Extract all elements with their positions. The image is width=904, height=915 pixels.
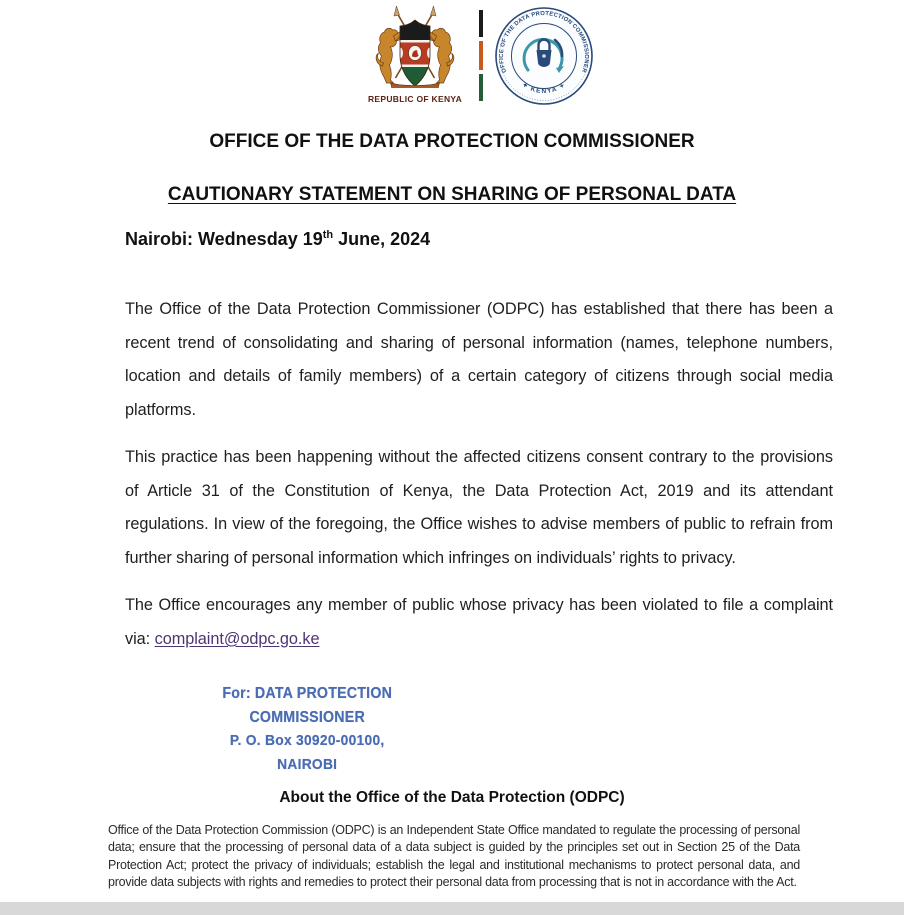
office-stamp	[183, 682, 431, 776]
stamp-line-2: P. O. Box 30920-00100,	[229, 732, 385, 749]
scan-edge-artifact	[0, 902, 904, 915]
lion-left-icon	[376, 28, 403, 83]
flag-divider-bar	[479, 10, 483, 101]
odpc-seal	[494, 6, 594, 106]
stamp-line-3: NAIROBI	[277, 755, 338, 773]
coat-of-arms-caption: REPUBLIC OF KENYA	[367, 94, 463, 104]
about-text: Office of the Data Protection Commission (ODPC) is an Independent State Office mandated to regulate the processing of personal data; ensure that the processing of personal data of a data subject is guided by the principles set out in Section 25 of the Data Protection Act; protect the privacy of individuals; establish the legal and institutional mechanisms to protect personal data, and provide data subjects with rights and remedies to protect their personal data from processing that is not in accordance with the Act.	[108, 823, 800, 890]
kenya-coat-of-arms-icon	[362, 6, 468, 88]
lion-right-icon	[427, 28, 454, 83]
dateline-rest: June, 2024	[333, 229, 431, 249]
paragraph-1: The Office of the Data Protection Commissioner (ODPC) has established that there has been a recent trend of consolidating and sharing of personal information (names, telephone numbers, location and details of family members) of a certain category of citizens through social media platforms.	[125, 300, 833, 419]
document-subtitle: CAUTIONARY STATEMENT ON SHARING OF PERSONAL DATA	[167, 184, 737, 205]
flag-black-segment	[479, 10, 483, 37]
stamp-line-1: For: DATA PROTECTION COMMISSIONER	[222, 685, 393, 726]
letterhead	[362, 6, 594, 106]
paragraph-3	[125, 589, 833, 656]
kenya-coat-of-arms	[362, 6, 468, 104]
seal-ring-text: OFFICE OF THE DATA PROTECTION COMMISSIONER	[498, 10, 590, 74]
seal-bottom-text: ✦ KENYA ✦	[520, 81, 568, 95]
dateline-ordinal: th	[322, 229, 334, 241]
odpc-seal-icon	[494, 6, 594, 106]
complaint-email-link[interactable]: complaint@odpc.go.ke	[154, 629, 320, 648]
dateline-text: Nairobi: Wednesday 19	[125, 229, 323, 249]
document-title: OFFICE OF THE DATA PROTECTION COMMISSIONER	[209, 131, 695, 152]
paragraph-3-text: The Office encourages any member of public whose privacy has been violated to file a complaint via:	[125, 596, 833, 648]
paragraph-2: This practice has been happening without the affected citizens consent contrary to the provisions of Article 31 of the Constitution of Kenya, the Data Protection Act, 2019 and its attendant regulations. In view of the foregoing, the Office wishes to advise members of public to refrain from further sharing of personal information which infringes on individuals’ rights to privacy.	[125, 448, 833, 567]
about-heading: About the Office of the Data Protection (ODPC)	[279, 789, 625, 806]
dateline	[125, 229, 430, 250]
shield-icon	[397, 18, 433, 87]
flag-red-segment	[479, 41, 483, 70]
flag-green-segment	[479, 74, 483, 101]
